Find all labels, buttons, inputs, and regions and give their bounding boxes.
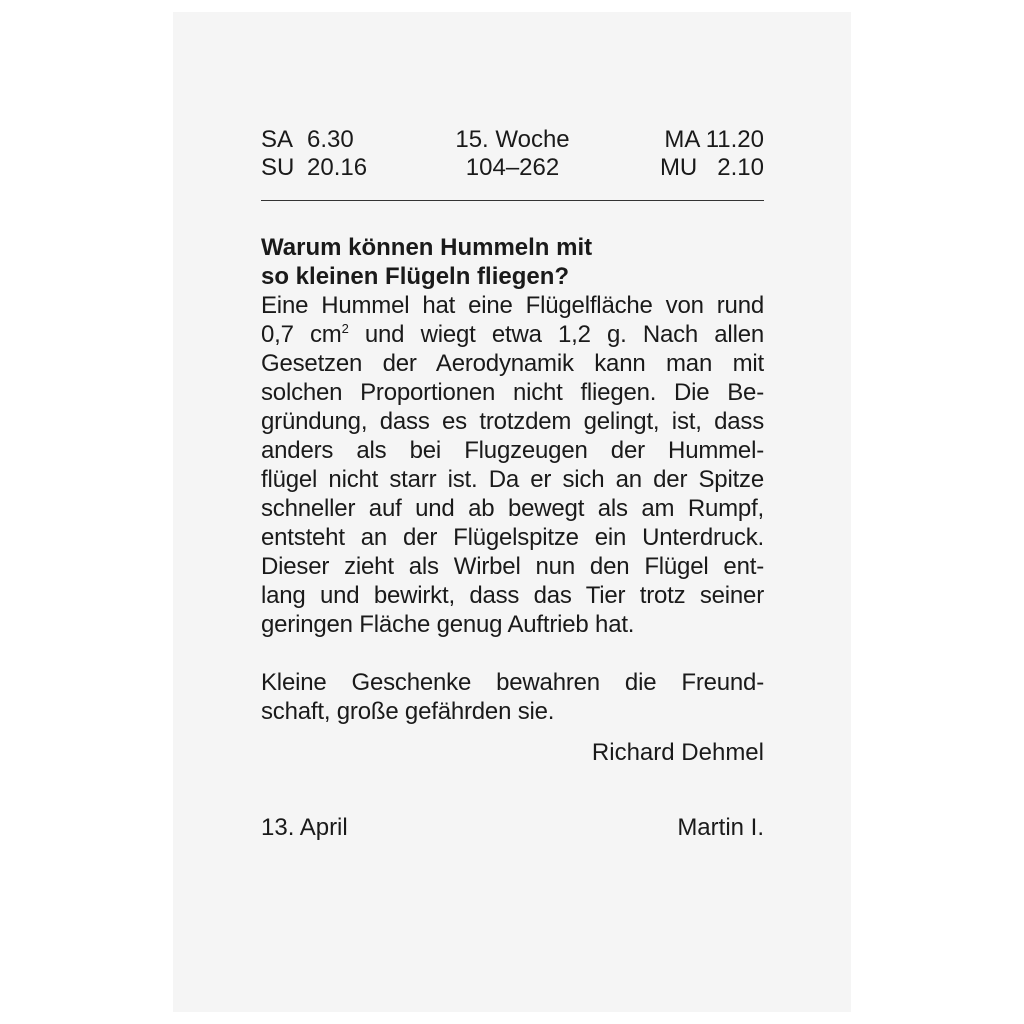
body-line: Dieser zieht als Wirbel nun den Flügel ent- — [261, 553, 764, 580]
body-line: schneller auf und ab bewegt als am Rumpf, — [261, 495, 764, 522]
footer-name-day: Martin I. — [677, 814, 764, 841]
sunrise-value: 6.30 — [307, 126, 354, 153]
body-line-2-start: 0,7 cm — [261, 321, 342, 348]
day-range: 104–262 — [465, 154, 560, 181]
title-line-1: Warum können Hummeln mit — [261, 234, 593, 261]
moonrise-value: 11.20 — [705, 126, 764, 153]
page-content — [261, 126, 764, 843]
moonset-row — [660, 154, 764, 182]
header-divider — [261, 200, 764, 201]
sunset-label: SU — [261, 154, 295, 181]
body-line: flügel nicht starr ist. Da er sich an der Spitze — [261, 466, 764, 493]
sunset-value: 20.16 — [307, 154, 368, 181]
sunrise-label: SA — [261, 126, 294, 153]
footer-date: 13. April — [261, 814, 348, 841]
moon-times — [660, 126, 764, 182]
body-line — [261, 320, 764, 349]
body-line: gründung, dass es trotzdem gelingt, ist, dass — [261, 408, 764, 435]
body-line: anders als bei Flugzeugen der Hummel- — [261, 437, 764, 464]
quote — [261, 668, 764, 726]
body-line: entsteht an der Flügelspitze ein Unterdruck. — [261, 524, 764, 551]
quote-author: Richard Dehmel — [591, 739, 764, 766]
moonset-value: 2.10 — [717, 154, 764, 181]
article-body — [261, 291, 764, 639]
title-line-2: so kleinen Flügeln fliegen? — [261, 263, 570, 290]
superscript-2: 2 — [341, 321, 349, 336]
quote-line-2: schaft, große gefährden sie. — [261, 698, 555, 725]
body-line: lang und bewirkt, dass das Tier trotz seiner — [261, 582, 764, 609]
body-line-2-rest: und wiegt etwa 1,2 g. Nach allen — [348, 321, 764, 348]
moonset-label: MU — [659, 154, 698, 181]
body-line: solchen Proportionen nicht fliegen. Die Be- — [261, 379, 764, 406]
moonrise-row — [660, 126, 764, 154]
body-line: geringen Fläche genug Auftrieb hat. — [261, 611, 635, 638]
article-title — [261, 233, 764, 291]
moonrise-label: MA — [664, 126, 700, 153]
calendar-page — [173, 12, 851, 1012]
body-line: Gesetzen der Aerodynamik kann man mit — [261, 350, 764, 377]
body-line: Eine Hummel hat eine Flügelfläche von rund — [261, 292, 764, 319]
quote-line-1: Kleine Geschenke bewahren die Freund- — [261, 669, 764, 696]
week-number: 15. Woche — [455, 126, 570, 153]
calendar-header — [261, 126, 764, 184]
calendar-footer — [261, 813, 764, 843]
